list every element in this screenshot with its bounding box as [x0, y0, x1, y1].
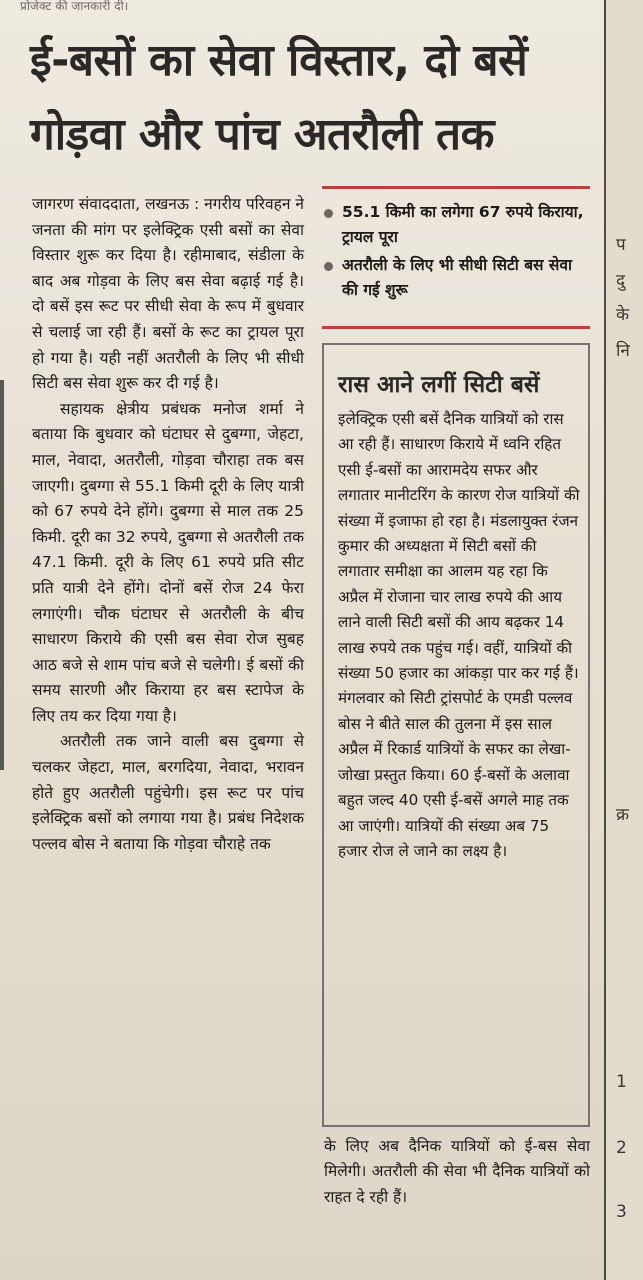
headline-line-2: गोड़वा और पांच अतरौली तक: [30, 109, 494, 160]
edge-fragment: 2: [616, 1138, 627, 1158]
highlight-top-rule: [322, 186, 590, 189]
edge-fragment: प: [616, 235, 626, 255]
highlight-bottom-rule: [322, 326, 590, 329]
previous-article-fragment: प्रोजेक्ट की जानकारी दी।: [20, 0, 129, 13]
article-continuation: के लिए अब दैनिक यात्रियों को ई-बस सेवा मिलेगी। अतरौली की सेवा भी दैनिक यात्रियों को राहत दे रही हैं।: [324, 1137, 590, 1206]
sidebar-box: [322, 343, 590, 1127]
highlight-item: अतरौली के लिए भी सीधी सिटी बस सेवा की गई शुरू: [322, 253, 592, 303]
highlights-list: [322, 200, 592, 306]
edge-fragment: 1: [616, 1072, 627, 1092]
edge-fragment: नि: [616, 341, 630, 361]
article-body-left: [32, 192, 304, 857]
article-paragraph: जागरण संवाददाता, लखनऊ : नगरीय परिवहन ने जनता की मांग पर इलेक्ट्रिक एसी बसों का सेवा विस्तार शुरू कर दिया है। रहीमाबाद, संडीला के बाद अब गोड़वा के लिए बस सेवा बढ़ाई गई है। दो बसें इस रूट पर सीधी सेवा के रूप में बुधवार से चलाई जा रही हैं। बसों के रूट का ट्रायल पूरा हो गया है। यही नहीं अतरौली के लिए भी सीधी सिटी बस सेवा शुरू कर दी गई है।: [32, 195, 304, 393]
article-paragraph: अतरौली तक जाने वाली बस दुबग्गा से चलकर जेहटा, माल, बरगदिया, नेवादा, भरावन होते हुए अतरौली पहुंचेगी। इस रूट पर पांच इलेक्ट्रिक बसों को लगाया गया है। प्रबंध निदेशक पल्लव बोस ने बताया कि गोड़वा चौराहे तक: [32, 732, 304, 853]
sidebar-box-title: रास आने लगीं सिटी बसें: [338, 372, 540, 398]
article-paragraph: सहायक क्षेत्रीय प्रबंधक मनोज शर्मा ने बताया कि बुधवार को घंटाघर से दुबग्गा, जेहटा, माल, नेवादा, अतरौली, गोड़वा चौराहा तक बस जाएगी। दुबग्गा से 55.1 किमी दूरी के लिए यात्री को 67 रुपये देने होंगे। दुबग्गा से माल तक 25 किमी. दूरी का 32 रुपये, दुबग्गा से अतरौली तक 47.1 किमी. दूरी के लिए 61 रुपये प्रति सीट प्रति यात्री देने होंगे। दोनों बसें रोज 24 फेरा लगाएंगी। चौक घंटाघर से अतरौली के बीच साधारण किराये की एसी बस सेवा रोज सुबह आठ बजे से शाम पांच बजे से चलेगी। ई बसों की समय सारणी और किराया हर बस स्टापेज के लिए तय कर दिया गया है।: [32, 399, 304, 725]
highlight-item: 55.1 किमी का लगेगा 67 रुपये किराया, ट्रायल पूरा: [322, 200, 592, 250]
adjacent-column-edge: [604, 0, 643, 1280]
edge-fragment: के: [616, 305, 630, 325]
edge-fragment: 3: [616, 1202, 627, 1222]
column-rule: [0, 380, 4, 770]
headline-line-1: ई-बसों का सेवा विस्तार, दो बसें: [30, 35, 528, 86]
edge-fragment: क्र: [616, 805, 630, 825]
edge-fragment: दु: [616, 271, 626, 291]
sidebar-box-body: इलेक्ट्रिक एसी बसें दैनिक यात्रियों को रास आ रही हैं। साधारण किराये में ध्वनि रहित एसी ई-बसों का आरामदेय सफर और लगातार मानीटरिंग के कारण रोज यात्रियों की संख्या में इजाफा हो रहा है। मंडलायुक्त रंजन कुमार की अध्यक्षता में सिटी बसों की लगातार समीक्षा का आलम यह रहा कि अप्रैल में रोजाना चार लाख रुपये की आय लाने वाली सिटी बसों की आय बढ़कर 14 लाख रुपये तक पहुंच गई। वहीं, यात्रियों की संख्या 50 हजार का आंकड़ा पार कर गई हैं। मंगलवार को सिटी ट्रांसपोर्ट के एमडी पल्लव बोस ने बीते साल की तुलना में इस साल अप्रैल में रिकार्ड यात्रियों के सफर का लेखा-जोखा प्रस्तुत किया। 60 ई-बसों के अलावा बहुत जल्द 40 एसी ई-बसें अगले माह तक आ जाएंगी। यात्रियों की संख्या अब 75 हजार रोज ले जाने का लक्ष्य है।: [338, 410, 580, 860]
